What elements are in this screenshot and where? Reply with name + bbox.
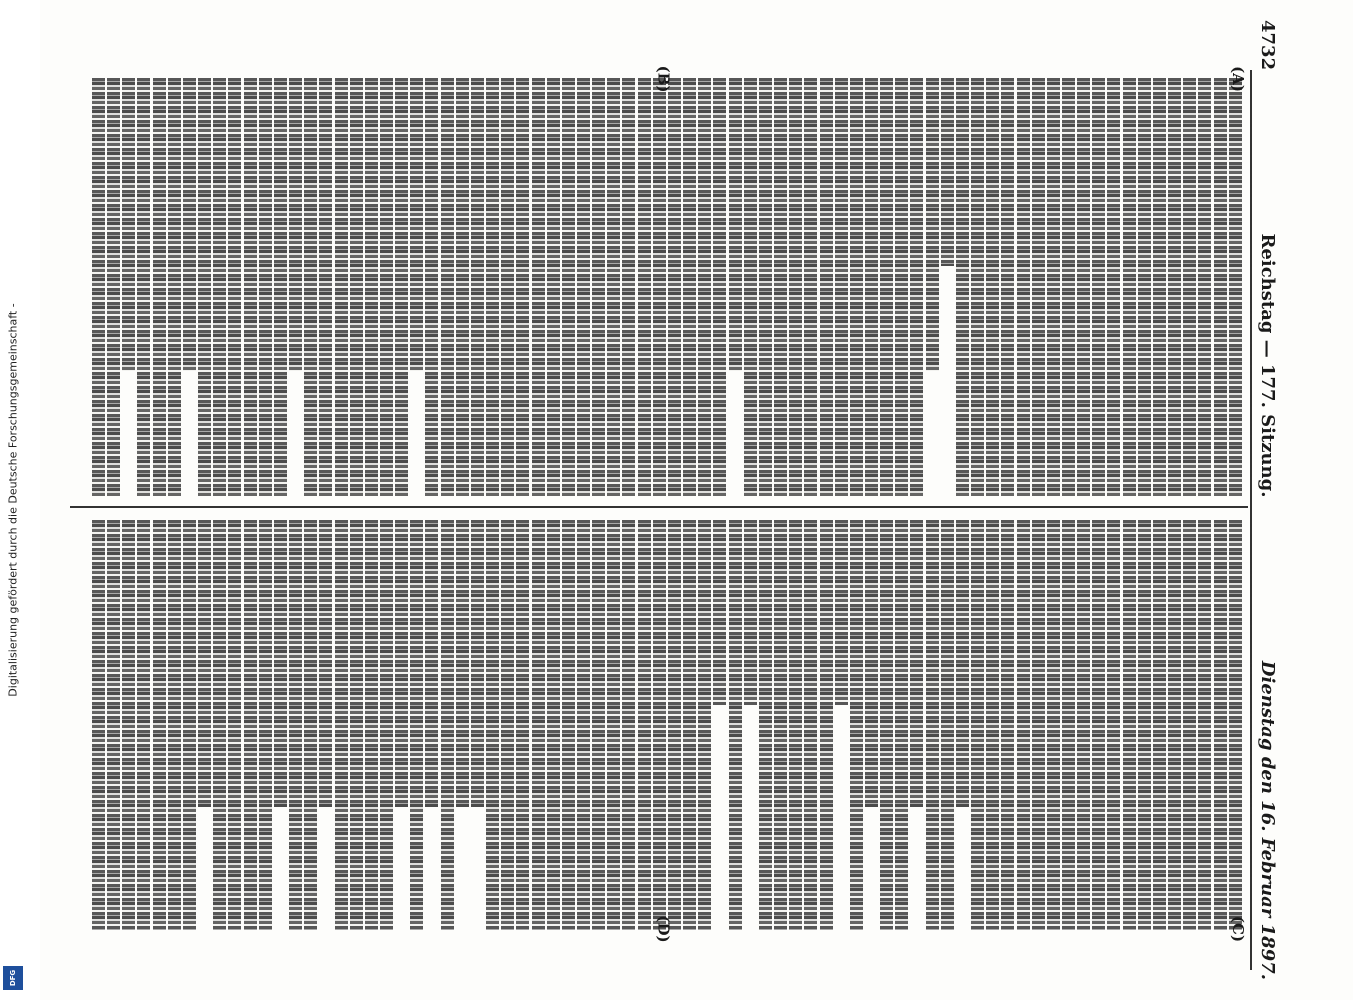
text-line — [1017, 78, 1030, 496]
text-line — [1183, 520, 1196, 930]
text-line — [683, 78, 696, 496]
text-line — [122, 520, 135, 930]
text-line — [835, 78, 848, 496]
column-two-text — [92, 520, 1242, 930]
text-line — [638, 78, 651, 496]
text-line — [319, 78, 332, 496]
text-line — [335, 520, 348, 930]
text-line — [713, 78, 726, 496]
text-line — [425, 78, 438, 496]
text-line — [471, 520, 484, 807]
text-line — [289, 520, 302, 930]
text-line — [850, 520, 863, 930]
text-line — [622, 520, 635, 930]
text-line — [986, 520, 999, 930]
text-line — [1107, 520, 1120, 930]
text-line — [607, 520, 620, 930]
text-line — [592, 520, 605, 930]
text-line — [350, 78, 363, 496]
session-date: Dienstag den 16. Februar 1897. — [1257, 660, 1279, 980]
text-line — [804, 78, 817, 496]
text-line — [1047, 520, 1060, 930]
text-line — [228, 78, 241, 496]
text-line — [532, 78, 545, 496]
header-rule — [1250, 70, 1252, 970]
text-line — [501, 520, 514, 930]
text-line — [516, 78, 529, 496]
text-line — [380, 78, 393, 496]
text-line — [1032, 520, 1045, 930]
text-line — [365, 78, 378, 496]
text-line — [395, 78, 408, 496]
margin-marker-a: (A) — [1228, 66, 1247, 92]
text-line — [274, 520, 287, 807]
dfg-logo: DFG — [3, 966, 23, 990]
text-line — [926, 520, 939, 930]
text-line — [168, 78, 181, 496]
text-line — [971, 520, 984, 930]
text-line — [289, 78, 302, 371]
text-line — [1032, 78, 1045, 496]
text-line — [1183, 78, 1196, 496]
text-line — [122, 78, 135, 371]
text-line — [820, 78, 833, 496]
text-line — [501, 78, 514, 496]
text-line — [622, 78, 635, 496]
text-line — [380, 520, 393, 930]
text-line — [926, 78, 939, 371]
text-line — [850, 78, 863, 496]
text-line — [244, 520, 257, 930]
page-number: 4732 — [1257, 20, 1279, 71]
text-line — [1198, 520, 1211, 930]
text-line — [304, 520, 317, 930]
digitization-credit: Digitalisierung gefördert durch die Deutsche Forschungsgemeinschaft - — [6, 303, 20, 697]
text-line — [1229, 78, 1242, 496]
text-line — [1123, 520, 1136, 930]
text-line — [971, 78, 984, 496]
text-line — [410, 78, 423, 371]
text-line — [1107, 78, 1120, 496]
text-line — [1077, 520, 1090, 930]
text-line — [668, 520, 681, 930]
text-line — [1138, 78, 1151, 496]
text-line — [683, 520, 696, 930]
text-line — [1138, 520, 1151, 930]
text-line — [441, 520, 454, 930]
column-separator — [70, 506, 1248, 508]
text-line — [729, 520, 742, 930]
text-line — [562, 520, 575, 930]
text-line — [910, 520, 923, 807]
text-line — [1198, 78, 1211, 496]
text-line — [789, 520, 802, 930]
text-line — [137, 520, 150, 930]
text-line — [1092, 78, 1105, 496]
text-line — [213, 78, 226, 496]
text-line — [1062, 520, 1075, 930]
text-line — [956, 78, 969, 496]
text-line — [471, 78, 484, 496]
text-line — [865, 78, 878, 496]
text-line — [638, 520, 651, 930]
text-line — [759, 520, 772, 930]
text-line — [1001, 520, 1014, 930]
text-line — [395, 520, 408, 807]
text-line — [456, 520, 469, 807]
text-line — [228, 520, 241, 930]
session-title: Reichstag — 177. Sitzung. — [1257, 233, 1279, 498]
text-line — [895, 78, 908, 496]
text-line — [441, 78, 454, 496]
text-line — [1153, 78, 1166, 496]
text-line — [607, 78, 620, 496]
text-line — [183, 78, 196, 371]
text-line — [168, 520, 181, 930]
text-line — [729, 78, 742, 371]
text-line — [486, 78, 499, 496]
text-line — [698, 78, 711, 496]
text-line — [1168, 520, 1181, 930]
text-line — [1153, 520, 1166, 930]
text-line — [774, 78, 787, 496]
text-line — [713, 520, 726, 705]
text-line — [153, 520, 166, 930]
text-line — [274, 78, 287, 496]
text-line — [304, 78, 317, 496]
text-line — [1062, 78, 1075, 496]
text-line — [941, 520, 954, 930]
text-line — [653, 78, 666, 496]
text-line — [880, 78, 893, 496]
text-line — [804, 520, 817, 930]
text-line — [1092, 520, 1105, 930]
text-line — [744, 78, 757, 496]
text-line — [92, 78, 105, 496]
margin-marker-b: (B) — [654, 65, 673, 93]
text-line — [259, 78, 272, 496]
margin-marker-c: (C) — [1229, 915, 1248, 943]
text-line — [335, 78, 348, 496]
page-header — [1256, 20, 1280, 980]
text-line — [577, 520, 590, 930]
text-line — [774, 520, 787, 930]
text-line — [153, 78, 166, 496]
text-line — [865, 520, 878, 807]
text-line — [789, 78, 802, 496]
text-line — [547, 78, 560, 496]
text-line — [198, 520, 211, 807]
text-line — [319, 520, 332, 807]
text-line — [895, 520, 908, 930]
text-line — [668, 78, 681, 496]
text-line — [880, 520, 893, 930]
text-line — [653, 520, 666, 930]
text-line — [941, 78, 954, 266]
text-line — [577, 78, 590, 496]
text-line — [1214, 520, 1227, 930]
text-line — [198, 78, 211, 496]
text-line — [956, 520, 969, 807]
text-line — [1229, 520, 1242, 930]
text-line — [350, 520, 363, 930]
text-line — [532, 520, 545, 930]
text-line — [456, 78, 469, 496]
text-line — [516, 520, 529, 930]
text-line — [835, 520, 848, 705]
digitization-credit-strip — [0, 0, 26, 1000]
text-line — [910, 78, 923, 496]
text-line — [1017, 520, 1030, 930]
text-line — [213, 520, 226, 930]
column-one-text — [92, 78, 1242, 496]
text-line — [744, 520, 757, 705]
text-line — [137, 78, 150, 496]
text-line — [410, 520, 423, 930]
text-line — [698, 520, 711, 930]
text-line — [107, 520, 120, 930]
text-line — [107, 78, 120, 496]
text-line — [562, 78, 575, 496]
text-line — [244, 78, 257, 496]
text-line — [92, 520, 105, 930]
text-line — [592, 78, 605, 496]
text-line — [425, 520, 438, 807]
text-line — [1047, 78, 1060, 496]
text-line — [759, 78, 772, 496]
text-line — [547, 520, 560, 930]
text-line — [1001, 78, 1014, 496]
text-line — [259, 520, 272, 930]
margin-marker-d: (D) — [654, 915, 673, 943]
text-line — [1214, 78, 1227, 496]
text-line — [1123, 78, 1136, 496]
text-line — [1168, 78, 1181, 496]
text-line — [486, 520, 499, 930]
text-line — [986, 78, 999, 496]
text-line — [365, 520, 378, 930]
text-line — [820, 520, 833, 930]
text-line — [183, 520, 196, 930]
text-line — [1077, 78, 1090, 496]
